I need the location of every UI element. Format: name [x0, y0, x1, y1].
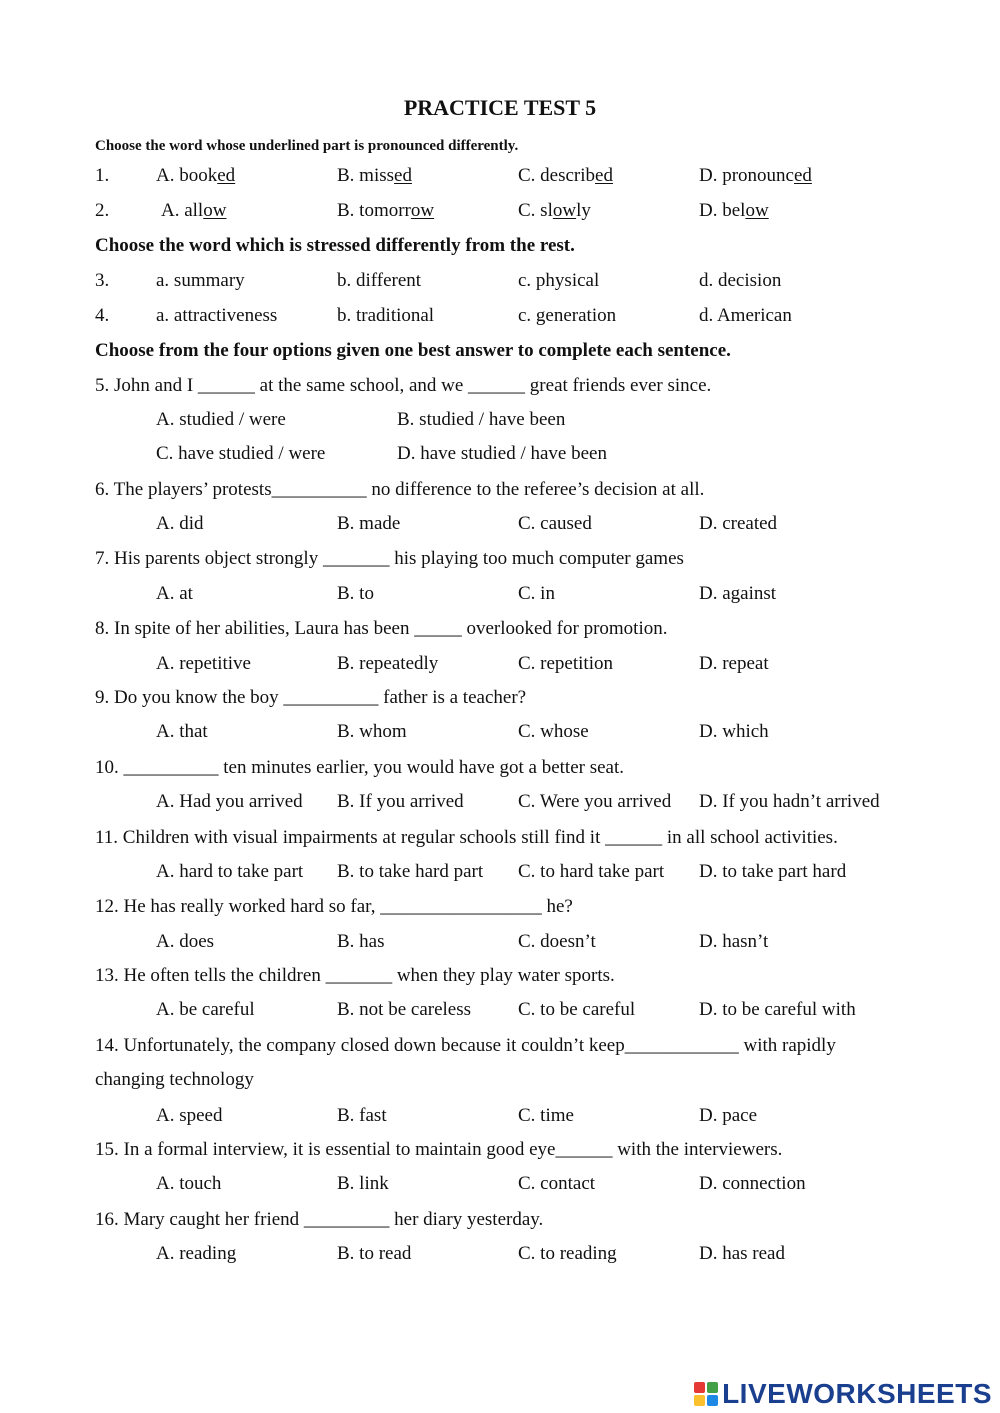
- option-d[interactable]: D. connection: [699, 1173, 806, 1194]
- question-8-stem: 8. In spite of her abilities, Laura has been _____ overlooked for promotion.: [95, 618, 668, 639]
- option-b[interactable]: B. whom: [337, 721, 407, 742]
- option-d[interactable]: D. against: [699, 583, 777, 604]
- option-d[interactable]: D. hasn’t: [699, 931, 769, 952]
- option-d[interactable]: D. pace: [699, 1105, 758, 1126]
- option-a[interactable]: A. that: [156, 721, 208, 742]
- option-c[interactable]: C. to reading: [518, 1243, 617, 1264]
- option-b[interactable]: B. tomorrow: [337, 200, 435, 221]
- option-b[interactable]: B. fast: [337, 1105, 387, 1126]
- option-c[interactable]: C. doesn’t: [518, 931, 596, 952]
- option-b[interactable]: B. not be careless: [337, 999, 472, 1020]
- page-title: PRACTICE TEST 5: [403, 95, 597, 120]
- question-number: 4.: [95, 305, 110, 326]
- option-a[interactable]: A. be careful: [156, 999, 255, 1020]
- option-a[interactable]: A. reading: [156, 1243, 237, 1264]
- option-d[interactable]: D. which: [699, 721, 769, 742]
- option-d[interactable]: D. created: [699, 513, 778, 534]
- option-c[interactable]: C. to be careful: [518, 999, 636, 1020]
- option-b[interactable]: B. made: [337, 513, 401, 534]
- option-c[interactable]: C. whose: [518, 721, 589, 742]
- question-number: 3.: [95, 270, 110, 291]
- option-a[interactable]: A. allow: [161, 200, 227, 221]
- option-d[interactable]: D. have studied / have been: [397, 443, 607, 464]
- option-b[interactable]: B. has: [337, 931, 385, 952]
- option-d[interactable]: D. below: [699, 200, 769, 221]
- option-c[interactable]: C. have studied / were: [156, 443, 326, 464]
- option-a[interactable]: a. attractiveness: [156, 305, 278, 326]
- option-d[interactable]: d. decision: [699, 270, 782, 291]
- question-6-stem: 6. The players’ protests__________ no difference to the referee’s decision at all.: [95, 479, 705, 500]
- option-a[interactable]: A. Had you arrived: [156, 791, 303, 812]
- logo-text: LIVEWORKSHEETS: [722, 1378, 992, 1409]
- option-a[interactable]: A. repetitive: [156, 653, 251, 674]
- option-c[interactable]: C. time: [518, 1105, 574, 1126]
- option-c[interactable]: C. caused: [518, 513, 592, 534]
- option-c[interactable]: C. Were you arrived: [518, 791, 672, 812]
- question-5-stem: 5. John and I ______ at the same school, and we ______ great friends ever since.: [95, 375, 712, 396]
- option-c[interactable]: C. in: [518, 583, 555, 604]
- option-b[interactable]: b. traditional: [337, 305, 435, 326]
- option-d[interactable]: D. has read: [699, 1243, 785, 1264]
- option-d[interactable]: D. to be careful with: [699, 999, 856, 1020]
- question-14-stem: 14. Unfortunately, the company closed down because it couldn’t keep____________ with rapidly: [95, 1035, 836, 1056]
- question-7-stem: 7. His parents object strongly _______ his playing too much computer games: [95, 548, 684, 569]
- option-d[interactable]: d. American: [699, 305, 792, 326]
- option-b[interactable]: B. to take hard part: [337, 861, 484, 882]
- option-c[interactable]: c. generation: [518, 305, 617, 326]
- question-number: 1.: [95, 165, 110, 186]
- question-13-stem: 13. He often tells the children _______ when they play water sports.: [95, 965, 615, 986]
- option-b[interactable]: B. repeatedly: [337, 653, 439, 674]
- option-c[interactable]: C. described: [518, 165, 613, 186]
- instruction-pronunciation: Choose the word whose underlined part is pronounced differently.: [95, 138, 519, 154]
- question-16-stem: 16. Mary caught her friend _________ her diary yesterday.: [95, 1209, 544, 1230]
- option-b[interactable]: B. missed: [337, 165, 412, 186]
- option-a[interactable]: A. speed: [156, 1105, 223, 1126]
- option-a[interactable]: A. hard to take part: [156, 861, 304, 882]
- option-b[interactable]: B. studied / have been: [397, 409, 566, 430]
- option-a[interactable]: A. touch: [156, 1173, 222, 1194]
- instruction-stress: Choose the word which is stressed differently from the rest.: [95, 235, 575, 256]
- option-c[interactable]: C. to hard take part: [518, 861, 665, 882]
- option-b[interactable]: B. link: [337, 1173, 389, 1194]
- option-b[interactable]: B. to: [337, 583, 374, 604]
- option-a[interactable]: a. summary: [156, 270, 245, 291]
- option-a[interactable]: A. at: [156, 583, 193, 604]
- option-a[interactable]: A. booked: [156, 165, 236, 186]
- option-b[interactable]: B. to read: [337, 1243, 412, 1264]
- question-9-stem: 9. Do you know the boy __________ father is a teacher?: [95, 687, 527, 708]
- question-14-stem-continued: changing technology: [95, 1069, 254, 1090]
- option-c[interactable]: C. contact: [518, 1173, 596, 1194]
- option-c[interactable]: C. slowly: [518, 200, 591, 221]
- option-d[interactable]: D. to take part hard: [699, 861, 847, 882]
- question-10-stem: 10. __________ ten minutes earlier, you would have got a better seat.: [95, 757, 624, 778]
- option-a[interactable]: A. did: [156, 513, 204, 534]
- option-a[interactable]: A. does: [156, 931, 215, 952]
- option-d[interactable]: D. pronounced: [699, 165, 812, 186]
- question-12-stem: 12. He has really worked hard so far, _________________ he?: [95, 896, 573, 917]
- question-number: 2.: [95, 200, 110, 221]
- instruction-grammar: Choose from the four options given one best answer to complete each sentence.: [95, 340, 731, 361]
- option-a[interactable]: A. studied / were: [156, 409, 286, 430]
- logo-mark-icon: [694, 1382, 718, 1406]
- option-b[interactable]: B. If you arrived: [337, 791, 464, 812]
- question-15-stem: 15. In a formal interview, it is essential to maintain good eye______ with the interviewers.: [95, 1139, 783, 1160]
- liveworksheets-logo: [694, 1376, 992, 1412]
- option-d[interactable]: D. repeat: [699, 653, 769, 674]
- option-b[interactable]: b. different: [337, 270, 422, 291]
- option-d[interactable]: D. If you hadn’t arrived: [699, 791, 880, 812]
- question-11-stem: 11. Children with visual impairments at regular schools still find it ______ in all school activities.: [95, 827, 838, 848]
- option-c[interactable]: c. physical: [518, 270, 600, 291]
- option-c[interactable]: C. repetition: [518, 653, 613, 674]
